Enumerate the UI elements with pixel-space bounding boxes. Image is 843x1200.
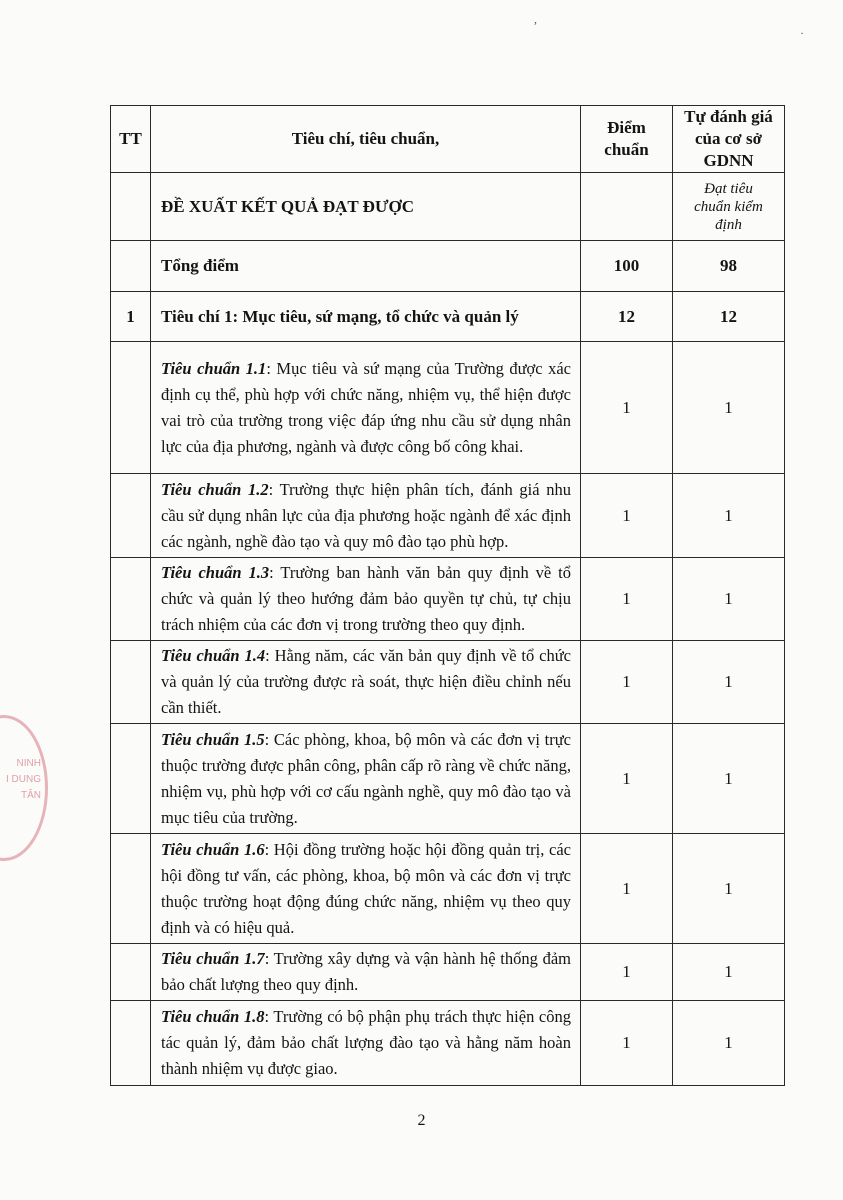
standard-score: 1 — [581, 641, 673, 724]
standard-row — [111, 558, 785, 641]
empty-cell — [111, 173, 151, 241]
total-self-score: 98 — [673, 241, 785, 292]
standard-self-score: 1 — [673, 724, 785, 834]
self-assessment-header — [673, 106, 785, 173]
empty-cell — [581, 173, 673, 241]
proposal-result-line: định — [715, 216, 742, 233]
empty-cell — [111, 944, 151, 1001]
standard-text: : Trường ban hành văn bản quy định về tổ chức và quản lý theo hướng đảm bảo quyền tự chủ, tự chịu trách nhiệm của các đơn vị trong trường theo quy định. — [161, 563, 571, 634]
page-number: 2 — [417, 1112, 426, 1129]
standard-row — [111, 474, 785, 558]
criteria-table — [110, 105, 785, 1086]
standard-row — [111, 724, 785, 834]
standard-score: 1 — [581, 342, 673, 474]
score-header-line: chuẩn — [604, 140, 649, 159]
self-header-line: của cơ sở — [695, 129, 762, 148]
standard-score: 1 — [581, 724, 673, 834]
standard-name: Tiêu chuẩn 1.5 — [161, 729, 265, 749]
standard-text: : Mục tiêu và sứ mạng của Trường được xác định cụ thể, phù hợp với chức năng, nhiệm vụ, thể hiện được vai trò của trường trong việc đáp ứng nhu cầu sử dụng nhân lực của địa phương, ngành và được công bố công khai. — [161, 358, 571, 456]
stamp-lettering: NINH I DUNG TÂN — [6, 758, 41, 801]
standard-name: Tiêu chuẩn 1.1 — [161, 358, 267, 378]
standard-description — [151, 474, 581, 558]
standard-score: 1 — [581, 558, 673, 641]
standard-row — [111, 834, 785, 944]
self-header-line: Tự đánh giá — [684, 107, 773, 126]
score-header-line: Điểm — [607, 118, 646, 137]
criteria-header: Tiêu chí, tiêu chuẩn, — [151, 106, 581, 173]
standard-self-score: 1 — [673, 944, 785, 1001]
self-header-line: GDNN — [703, 151, 754, 170]
proposal-result — [673, 173, 785, 241]
standard-self-score: 1 — [673, 474, 785, 558]
standard-score: 1 — [581, 834, 673, 944]
standard-name: Tiêu chuẩn 1.8 — [161, 1007, 265, 1026]
criterion-row — [111, 292, 785, 342]
empty-cell — [111, 558, 151, 641]
empty-cell — [111, 342, 151, 474]
standard-score: 1 — [581, 1001, 673, 1086]
standard-self-score: 1 — [673, 834, 785, 944]
criterion-self-score: 12 — [673, 292, 785, 342]
standard-text: : Các phòng, khoa, bộ môn và các đơn vị trực thuộc trường được phân công, phân cấp rõ ràng về chức năng, nhiệm vụ, phù hợp với cơ cấu ngành nghề, quy mô đào tạo và mục tiêu của trường. — [161, 729, 572, 827]
standard-row — [111, 944, 785, 1001]
proposal-result-line: Đạt tiêu — [704, 180, 753, 197]
standard-name: Tiêu chuẩn 1.3 — [161, 563, 270, 582]
standard-description — [151, 944, 581, 1001]
proposal-label: ĐỀ XUẤT KẾT QUẢ ĐẠT ĐƯỢC — [151, 173, 581, 241]
standard-self-score: 1 — [673, 1001, 785, 1086]
standard-description — [151, 641, 581, 724]
standard-text: : Hằng năm, các văn bản quy định về tổ chức và quản lý của trường được rà soát, thực hiện điều chỉnh nếu cần thiết. — [161, 646, 572, 717]
scan-speck: , — [534, 12, 537, 26]
standard-row — [111, 641, 785, 724]
empty-cell — [111, 241, 151, 292]
proposal-row — [111, 173, 785, 241]
standard-row — [111, 1001, 785, 1086]
empty-cell — [111, 724, 151, 834]
scan-speck: · — [800, 26, 804, 40]
standard-text: : Trường có bộ phận phụ trách thực hiện công tác quản lý, đảm bảo chất lượng đào tạo và hằng năm hoàn thành nhiệm vụ được giao. — [161, 1007, 572, 1078]
criterion-number: 1 — [111, 292, 151, 342]
standard-description — [151, 342, 581, 474]
standard-description — [151, 1001, 581, 1086]
criterion-title: Tiêu chí 1: Mục tiêu, sứ mạng, tổ chức và quản lý — [151, 292, 581, 342]
standard-description — [151, 834, 581, 944]
criterion-score: 12 — [581, 292, 673, 342]
standard-name: Tiêu chuẩn 1.4 — [161, 646, 266, 665]
standard-self-score: 1 — [673, 641, 785, 724]
standard-text: : Hội đồng trường hoặc hội đồng quản trị, các hội đồng tư vấn, các phòng, khoa, bộ môn và các đơn vị trực thuộc trường hoạt động đúng chức năng, nhiệm vụ theo quy định và có hiệu quả. — [161, 839, 572, 937]
empty-cell — [111, 1001, 151, 1086]
standard-row — [111, 342, 785, 474]
standard-name: Tiêu chuẩn 1.7 — [161, 949, 265, 968]
total-label: Tổng điểm — [151, 241, 581, 292]
score-header — [581, 106, 673, 173]
standard-description — [151, 724, 581, 834]
standard-self-score: 1 — [673, 558, 785, 641]
proposal-result-line: chuẩn kiểm — [694, 198, 763, 215]
standard-score: 1 — [581, 474, 673, 558]
standard-name: Tiêu chuẩn 1.2 — [161, 479, 269, 499]
standard-self-score: 1 — [673, 342, 785, 474]
tt-header: TT — [111, 106, 151, 173]
standard-text: : Trường thực hiện phân tích, đánh giá nhu cầu sử dụng nhân lực của địa phương hoặc ngành để xác định các ngành, nghề đào tạo và quy mô đào tạo phù hợp. — [161, 479, 571, 551]
standard-score: 1 — [581, 944, 673, 1001]
header-row — [111, 106, 785, 173]
standard-name: Tiêu chuẩn 1.6 — [161, 839, 265, 859]
empty-cell — [111, 834, 151, 944]
red-stamp-seal — [0, 715, 48, 861]
empty-cell — [111, 641, 151, 724]
empty-cell — [111, 474, 151, 558]
total-row — [111, 241, 785, 292]
standard-description — [151, 558, 581, 641]
total-score: 100 — [581, 241, 673, 292]
standard-text: : Trường xây dựng và vận hành hệ thống đảm bảo chất lượng theo quy định. — [161, 949, 572, 994]
